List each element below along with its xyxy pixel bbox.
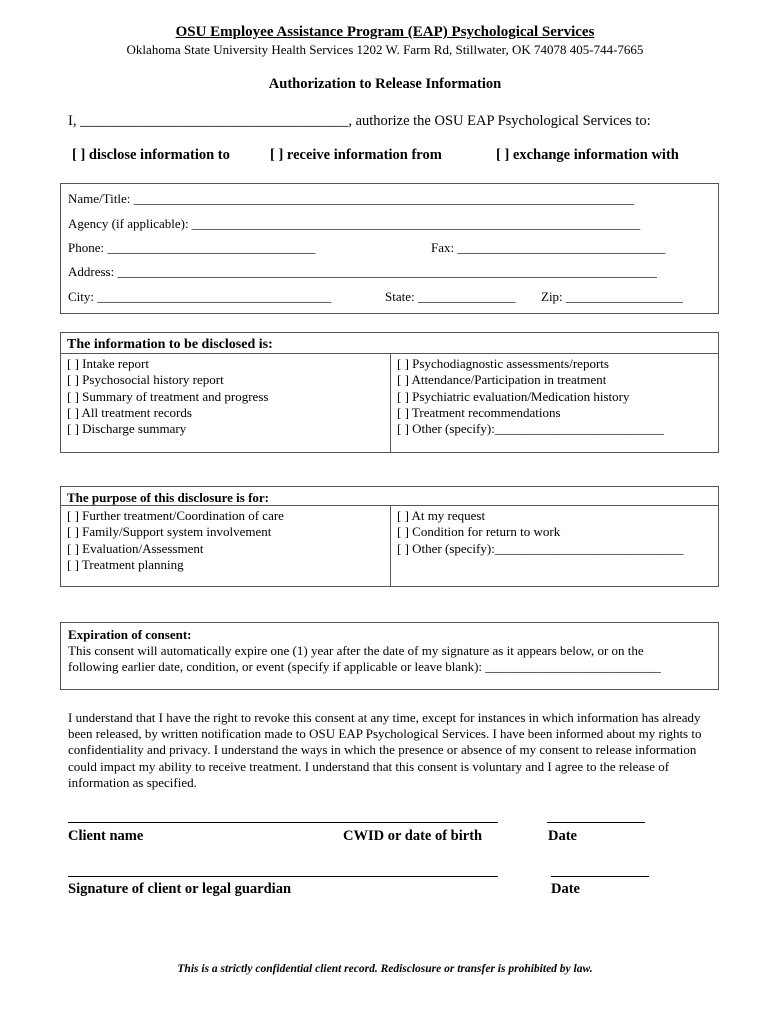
- checkbox-option[interactable]: [ ] Treatment planning: [67, 556, 184, 572]
- checkbox-option[interactable]: [ ] Summary of treatment and progress: [67, 388, 269, 404]
- checkbox-option[interactable]: [ ] Family/Support system involvement: [67, 524, 272, 540]
- receive-option[interactable]: [ ] receive information from: [270, 147, 442, 163]
- phone-field[interactable]: Phone: ________________________________: [68, 240, 316, 255]
- disclosed-right-list: [391, 354, 718, 452]
- date-label-1: Date: [548, 828, 577, 844]
- checkbox-option[interactable]: [ ] Psychodiagnostic assessments/reports: [397, 356, 609, 371]
- client-name-line[interactable]: [68, 822, 498, 823]
- expiration-date-field[interactable]: following earlier date, condition, or event (specify if applicable or leave blank): ___________________________: [68, 659, 661, 674]
- consent-statement: I understand that I have the right to revoke this consent at any time, except for instances in which information has already been released, by written notification made to OSU EAP Psychological Services. I have been informed about my rights to confidentiality and privacy. I understand the ways in which the presence or absence of my consent to release information could impact my ability to receive treatment. I understand that this consent is voluntary and I agree to the release of information as specified.: [68, 710, 702, 790]
- purpose-left-list: [61, 506, 391, 586]
- expiration-box: [60, 622, 719, 690]
- form-header-title: OSU Employee Assistance Program (EAP) Psychological Services: [175, 24, 595, 40]
- signature-line[interactable]: [68, 876, 498, 877]
- checkbox-option[interactable]: [ ] Condition for return to work: [397, 524, 561, 540]
- form-header-address: Oklahoma State University Health Services 1202 W. Farm Rd, Stillwater, OK 74078 405-744-7665: [126, 42, 644, 57]
- purpose-box: [60, 486, 719, 587]
- date-line-1[interactable]: [547, 822, 645, 823]
- expiration-heading: Expiration of consent:: [68, 627, 192, 642]
- checkbox-option[interactable]: [ ] Other (specify):_____________________________: [397, 540, 684, 556]
- authorization-line[interactable]: I, _____________________________________, authorize the OSU EAP Psychological Services to:: [68, 113, 651, 129]
- expiration-text-1: This consent will automatically expire one (1) year after the date of my signature as it appears below, or on the: [68, 643, 644, 658]
- state-field[interactable]: State: _______________: [385, 289, 516, 304]
- checkbox-option[interactable]: [ ] All treatment records: [67, 404, 192, 420]
- agency-field[interactable]: Agency (if applicable): _____________________________________________________________________: [68, 216, 641, 231]
- checkbox-option[interactable]: [ ] Other (specify):__________________________: [397, 421, 664, 437]
- confidentiality-footer: This is a strictly confidential client record. Redisclosure or transfer is prohibited by law.: [177, 963, 593, 975]
- purpose-heading: The purpose of this disclosure is for:: [67, 490, 269, 505]
- disclosed-left-list: [61, 354, 391, 452]
- client-name-label: Client name: [68, 828, 144, 844]
- checkbox-option[interactable]: [ ] Further treatment/Coordination of care: [67, 508, 284, 523]
- signature-label: Signature of client or legal guardian: [68, 881, 292, 897]
- checkbox-option[interactable]: [ ] Treatment recommendations: [397, 404, 561, 420]
- date-label-2: Date: [551, 881, 580, 897]
- checkbox-option[interactable]: [ ] Intake report: [67, 356, 149, 371]
- checkbox-option[interactable]: [ ] At my request: [397, 508, 486, 523]
- purpose-right-list: [391, 506, 718, 586]
- city-field[interactable]: City: ____________________________________: [68, 289, 332, 304]
- checkbox-option[interactable]: [ ] Attendance/Participation in treatment: [397, 372, 607, 388]
- exchange-option[interactable]: [ ] exchange information with: [496, 147, 679, 163]
- cwid-label: CWID or date of birth: [343, 828, 483, 844]
- zip-field[interactable]: Zip: __________________: [541, 289, 683, 304]
- disclose-option[interactable]: [ ] disclose information to: [72, 147, 230, 163]
- checkbox-option[interactable]: [ ] Discharge summary: [67, 421, 187, 437]
- disclosed-heading: The information to be disclosed is:: [67, 337, 273, 352]
- recipient-contact-box: [60, 183, 719, 314]
- date-line-2[interactable]: [551, 876, 649, 877]
- name-title-field[interactable]: Name/Title: _____________________________________________________________________________: [68, 191, 635, 206]
- disclosed-info-box: [60, 332, 719, 453]
- address-field[interactable]: Address: ___________________________________________________________________________________: [68, 264, 657, 279]
- checkbox-option[interactable]: [ ] Psychosocial history report: [67, 372, 224, 388]
- checkbox-option[interactable]: [ ] Psychiatric evaluation/Medication history: [397, 388, 630, 404]
- fax-field[interactable]: Fax: ________________________________: [431, 240, 666, 255]
- form-title: Authorization to Release Information: [268, 76, 502, 92]
- checkbox-option[interactable]: [ ] Evaluation/Assessment: [67, 540, 204, 556]
